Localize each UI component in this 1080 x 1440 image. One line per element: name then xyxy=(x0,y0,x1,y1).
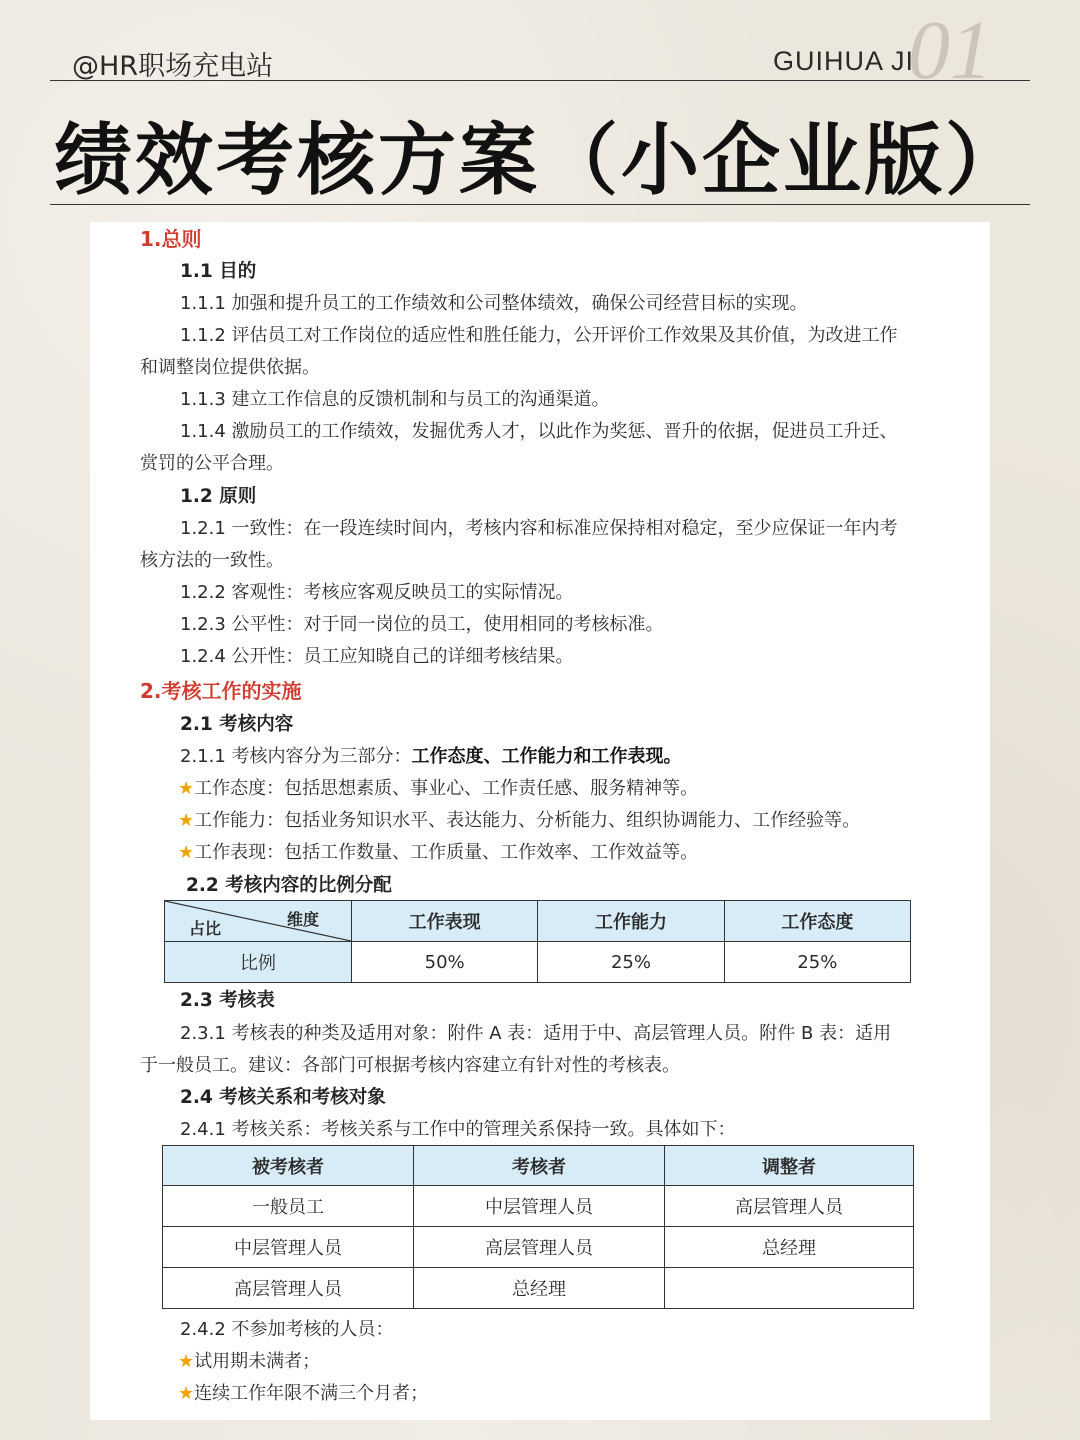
clause-1-2-4: 1.2.4 公开性：员工应知晓自己的详细考核结果。 xyxy=(180,646,574,667)
page-title: 绩效考核方案（小企业版） xyxy=(53,116,1026,206)
table-cell: 中层管理人员 xyxy=(414,1186,665,1227)
header-brand: GUIHUA JI xyxy=(772,46,914,76)
relation-table xyxy=(162,1145,914,1309)
ratio-table-corner xyxy=(165,901,352,942)
section-1-title: 1.总则 xyxy=(140,227,202,251)
ratio-row-label: 比例 xyxy=(165,942,352,983)
clause-2-1-1-emphasis: 工作态度、工作能力和工作表现。 xyxy=(411,746,682,767)
table-cell: 高层管理人员 xyxy=(665,1186,914,1227)
clause-2-4-1: 2.4.1 考核关系：考核关系与工作中的管理关系保持一致。具体如下： xyxy=(180,1119,736,1140)
star-icon: ★ xyxy=(178,1383,195,1404)
section-1-2-title: 1.2 原则 xyxy=(180,486,257,507)
relation-header-assessee: 被考核者 xyxy=(163,1146,414,1186)
bullet-ability xyxy=(178,807,860,835)
clause-2-3-1-line1: 2.3.1 考核表的种类及适用对象：附件 A 表：适用于中、高层管理人员。附件 B 表：适用 xyxy=(180,1023,892,1044)
bullet-ability-text: 工作能力：包括业务知识水平、表达能力、分析能力、组织协调能力、工作经验等。 xyxy=(194,810,861,831)
table-cell xyxy=(665,1268,914,1309)
clause-2-1-1-prefix: 2.1.1 考核内容分为三部分： xyxy=(180,746,412,767)
ratio-header-ability: 工作能力 xyxy=(538,901,724,942)
table-row xyxy=(163,1186,914,1227)
bullet-attitude xyxy=(178,775,698,803)
section-2-3-title: 2.3 考核表 xyxy=(180,990,275,1011)
star-icon: ★ xyxy=(178,842,195,863)
clause-1-2-3: 1.2.3 公平性：对于同一岗位的员工，使用相同的考核标准。 xyxy=(180,614,664,635)
top-rule xyxy=(50,80,1030,81)
clause-1-2-1-line2: 核方法的一致性。 xyxy=(140,550,284,571)
table-cell: 总经理 xyxy=(665,1227,914,1268)
table-cell: 中层管理人员 xyxy=(163,1227,414,1268)
bullet-performance xyxy=(178,839,698,867)
section-2-2-title: 2.2 考核内容的比例分配 xyxy=(186,875,392,896)
table-row xyxy=(163,1227,914,1268)
exempt-item-probation xyxy=(178,1348,320,1376)
ratio-value-attitude: 25% xyxy=(724,942,910,983)
table-cell: 高层管理人员 xyxy=(414,1227,665,1268)
table-cell: 高层管理人员 xyxy=(163,1268,414,1309)
bullet-performance-text: 工作表现：包括工作数量、工作质量、工作效率、工作效益等。 xyxy=(194,842,699,863)
clause-1-1-1: 1.1.1 加强和提升员工的工作绩效和公司整体绩效，确保公司经营目标的实现。 xyxy=(180,293,808,314)
relation-header-adjuster: 调整者 xyxy=(665,1146,914,1186)
clause-1-1-2-line1: 1.1.2 评估员工对工作岗位的适应性和胜任能力，公开评价工作效果及其价值，为改进工作 xyxy=(180,325,898,346)
relation-header-assessor: 考核者 xyxy=(414,1146,665,1186)
exempt-item-probation-text: 试用期未满者； xyxy=(194,1351,321,1372)
clause-2-4-2: 2.4.2 不参加考核的人员： xyxy=(180,1319,394,1340)
clause-1-1-3: 1.1.3 建立工作信息的反馈机制和与员工的沟通渠道。 xyxy=(180,389,610,410)
section-2-title: 2.考核工作的实施 xyxy=(140,679,302,703)
star-icon: ★ xyxy=(178,1351,195,1372)
corner-label-dimension: 维度 xyxy=(286,910,319,929)
section-2-4-title: 2.4 考核关系和考核对象 xyxy=(180,1087,386,1108)
ratio-table xyxy=(164,900,911,983)
ratio-value-performance: 50% xyxy=(352,942,538,983)
header-page-number: 01 xyxy=(908,4,992,97)
clause-1-1-4-line1: 1.1.4 激励员工的工作绩效，发掘优秀人才，以此作为奖惩、晋升的依据，促进员工升迁、 xyxy=(180,421,898,442)
bullet-attitude-text: 工作态度：包括思想素质、事业心、工作责任感、服务精神等。 xyxy=(194,778,699,799)
title-rule xyxy=(50,204,1030,205)
table-cell: 总经理 xyxy=(414,1268,665,1309)
clause-1-1-4-line2: 赏罚的公平合理。 xyxy=(140,453,284,474)
document-page xyxy=(90,222,990,1420)
clause-2-3-1-line2: 于一般员工。建议：各部门可根据考核内容建立有针对性的考核表。 xyxy=(140,1055,680,1076)
clause-1-2-1-line1: 1.2.1 一致性：在一段连续时间内，考核内容和标准应保持相对稳定，至少应保证一年内考 xyxy=(180,518,898,539)
exempt-item-tenure-text: 连续工作年限不满三个月者； xyxy=(194,1383,429,1404)
ratio-value-ability: 25% xyxy=(538,942,724,983)
clause-2-1-1 xyxy=(180,743,682,771)
clause-1-1-2-line2: 和调整岗位提供依据。 xyxy=(140,357,320,378)
corner-label-share: 占比 xyxy=(189,919,222,938)
clause-1-2-2: 1.2.2 客观性：考核应客观反映员工的实际情况。 xyxy=(180,582,574,603)
section-1-1-title: 1.1 目的 xyxy=(180,261,257,282)
table-row xyxy=(163,1268,914,1309)
table-cell: 一般员工 xyxy=(163,1186,414,1227)
ratio-header-attitude: 工作态度 xyxy=(724,901,910,942)
section-2-1-title: 2.1 考核内容 xyxy=(180,714,294,735)
star-icon: ★ xyxy=(178,778,195,799)
header-handle: @HR职场充电站 xyxy=(72,51,274,82)
ratio-header-performance: 工作表现 xyxy=(352,901,538,942)
exempt-item-tenure xyxy=(178,1380,428,1408)
star-icon: ★ xyxy=(178,810,195,831)
